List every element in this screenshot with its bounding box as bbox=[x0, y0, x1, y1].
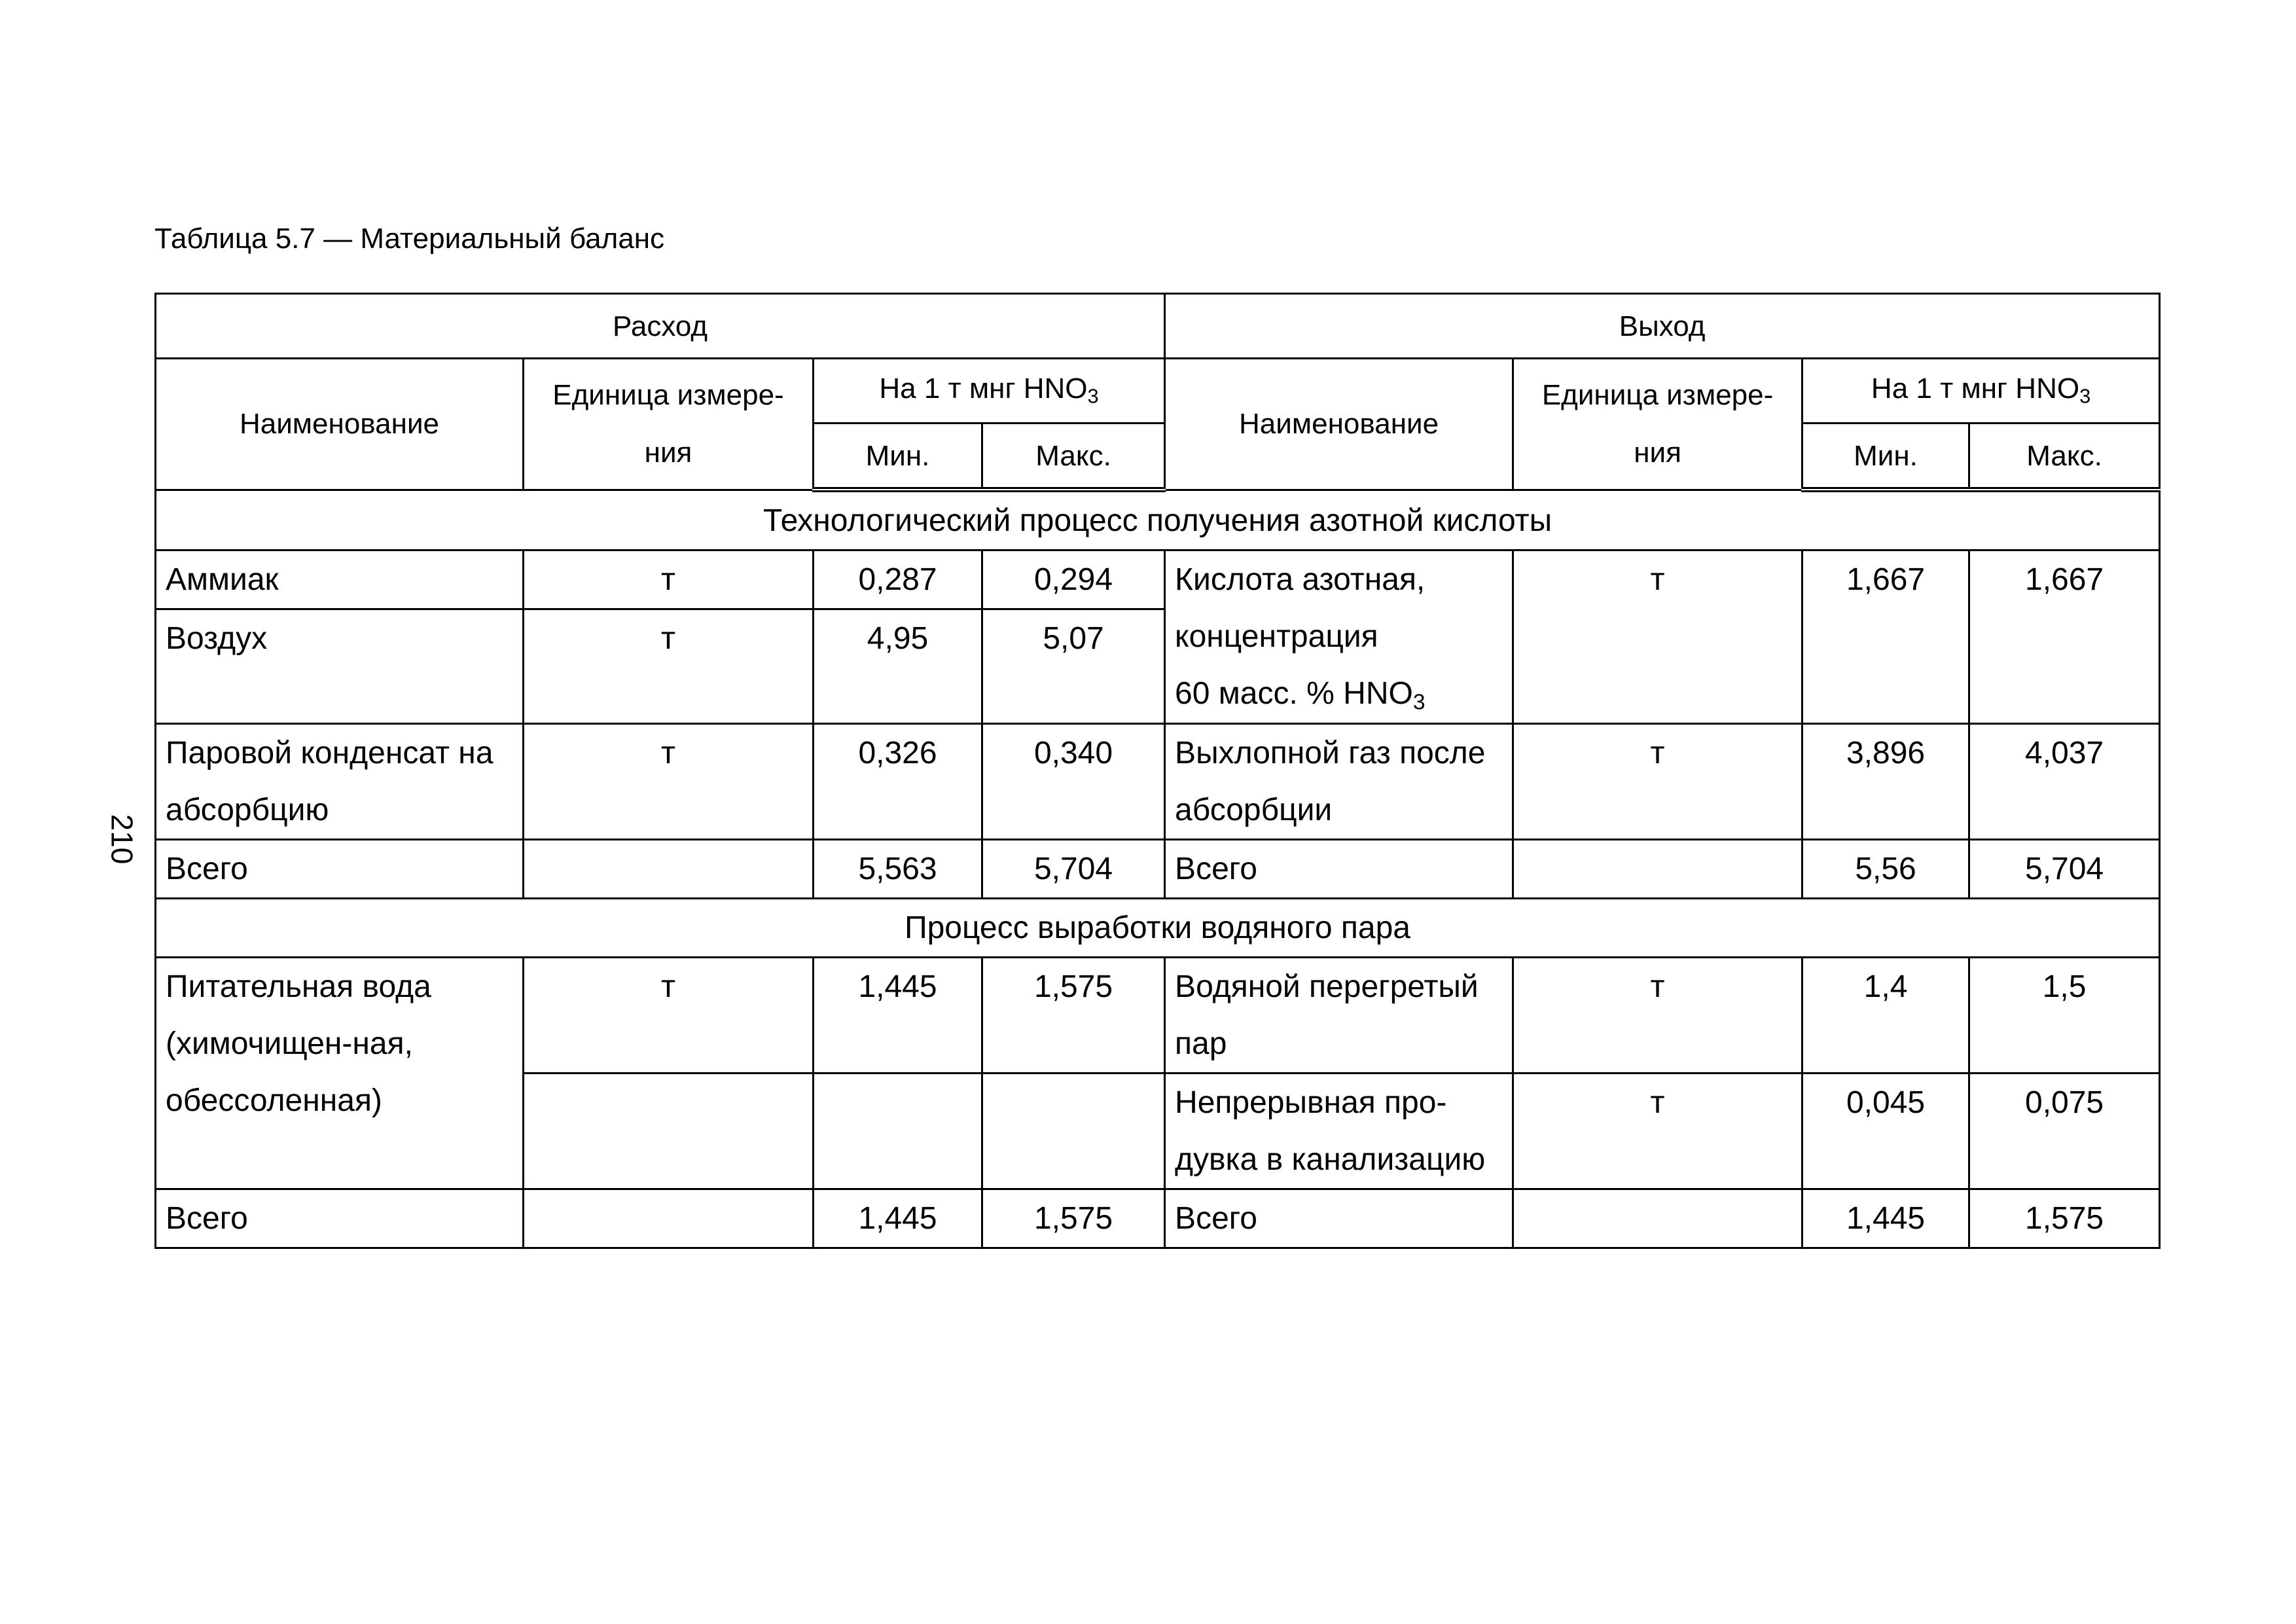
in-name: Питательная вода (химочищен-ная, обессоленная) bbox=[156, 958, 524, 1189]
in-name: Всего bbox=[156, 1189, 524, 1248]
output-name-header: Наименование bbox=[1165, 359, 1513, 490]
per-ton-sub: 3 bbox=[1087, 384, 1099, 408]
expense-name-header: Наименование bbox=[156, 359, 524, 490]
out-name-line: Кислота азотная, bbox=[1175, 562, 1426, 597]
section-title-row bbox=[156, 490, 2160, 550]
out-name-sub: 3 bbox=[1412, 690, 1426, 715]
section-title-row bbox=[156, 899, 2160, 958]
expense-per-ton-header bbox=[814, 359, 1165, 424]
in-max: 1,575 bbox=[982, 1189, 1165, 1248]
out-unit bbox=[1513, 1189, 1803, 1248]
out-min: 1,667 bbox=[1803, 550, 1969, 724]
out-name: Всего bbox=[1165, 840, 1513, 899]
out-max: 1,5 bbox=[1969, 958, 2160, 1074]
in-unit: т bbox=[524, 609, 814, 724]
in-unit: т bbox=[524, 958, 814, 1074]
out-name: Водяной перегретый пар bbox=[1165, 958, 1513, 1074]
out-name: Непрерывная про-дувка в канализацию bbox=[1165, 1074, 1513, 1189]
in-name: Аммиак bbox=[156, 550, 524, 609]
section-title: Технологический процесс получения азотной кислоты bbox=[156, 490, 2160, 550]
in-unit bbox=[524, 1074, 814, 1189]
in-unit: т bbox=[524, 724, 814, 840]
page-number: 210 bbox=[105, 814, 139, 865]
output-unit-header: Единица измере-ния bbox=[1513, 359, 1803, 490]
expense-max-header: Макс. bbox=[982, 424, 1165, 490]
out-min: 0,045 bbox=[1803, 1074, 1969, 1189]
in-min: 0,326 bbox=[814, 724, 982, 840]
output-header: Выход bbox=[1165, 294, 2160, 359]
per-ton-text: На 1 т мнг HNO bbox=[1871, 372, 2080, 405]
out-max: 4,037 bbox=[1969, 724, 2160, 840]
per-ton-text: На 1 т мнг HNO bbox=[879, 372, 1088, 405]
out-max: 1,667 bbox=[1969, 550, 2160, 724]
in-max: 0,294 bbox=[982, 550, 1165, 609]
out-max: 0,075 bbox=[1969, 1074, 2160, 1189]
table-row-total bbox=[156, 1189, 2160, 1248]
in-max bbox=[982, 1074, 1165, 1189]
table-row bbox=[156, 550, 2160, 609]
out-name-line bbox=[1175, 665, 1503, 722]
out-unit: т bbox=[1513, 550, 1803, 724]
in-unit: т bbox=[524, 550, 814, 609]
output-min-header: Мин. bbox=[1803, 424, 1969, 490]
out-unit: т bbox=[1513, 958, 1803, 1074]
in-min: 1,445 bbox=[814, 1189, 982, 1248]
out-name bbox=[1165, 550, 1513, 724]
expense-header: Расход bbox=[156, 294, 1165, 359]
table-row bbox=[156, 958, 2160, 1074]
per-ton-sub: 3 bbox=[2079, 384, 2091, 408]
header-row-mid bbox=[156, 359, 2160, 424]
out-name-line: концентрация bbox=[1175, 619, 1378, 654]
out-name: Всего bbox=[1165, 1189, 1513, 1248]
material-balance-table bbox=[154, 293, 2161, 1249]
expense-min-header: Мин. bbox=[814, 424, 982, 490]
in-unit bbox=[524, 1189, 814, 1248]
table-caption: Таблица 5.7 — Материальный баланс bbox=[154, 223, 665, 255]
in-min: 1,445 bbox=[814, 958, 982, 1074]
out-max: 1,575 bbox=[1969, 1189, 2160, 1248]
table-row-total bbox=[156, 840, 2160, 899]
out-min: 5,56 bbox=[1803, 840, 1969, 899]
out-name: Выхлопной газ после абсорбции bbox=[1165, 724, 1513, 840]
out-unit: т bbox=[1513, 724, 1803, 840]
out-min: 1,4 bbox=[1803, 958, 1969, 1074]
in-name: Паровой конденсат на абсорбцию bbox=[156, 724, 524, 840]
out-unit: т bbox=[1513, 1074, 1803, 1189]
in-unit bbox=[524, 840, 814, 899]
in-max: 5,704 bbox=[982, 840, 1165, 899]
expense-unit-header: Единица измере-ния bbox=[524, 359, 814, 490]
in-max: 0,340 bbox=[982, 724, 1165, 840]
out-min: 1,445 bbox=[1803, 1189, 1969, 1248]
in-min: 5,563 bbox=[814, 840, 982, 899]
in-name: Воздух bbox=[156, 609, 524, 724]
in-min: 0,287 bbox=[814, 550, 982, 609]
out-min: 3,896 bbox=[1803, 724, 1969, 840]
out-max: 5,704 bbox=[1969, 840, 2160, 899]
table-row bbox=[156, 724, 2160, 840]
header-row-top bbox=[156, 294, 2160, 359]
in-min bbox=[814, 1074, 982, 1189]
out-name-text: 60 масс. % HNO bbox=[1175, 676, 1413, 711]
in-max: 1,575 bbox=[982, 958, 1165, 1074]
section-title: Процесс выработки водяного пара bbox=[156, 899, 2160, 958]
in-max: 5,07 bbox=[982, 609, 1165, 724]
output-max-header: Макс. bbox=[1969, 424, 2160, 490]
output-per-ton-header bbox=[1803, 359, 2160, 424]
in-min: 4,95 bbox=[814, 609, 982, 724]
in-name: Всего bbox=[156, 840, 524, 899]
out-unit bbox=[1513, 840, 1803, 899]
